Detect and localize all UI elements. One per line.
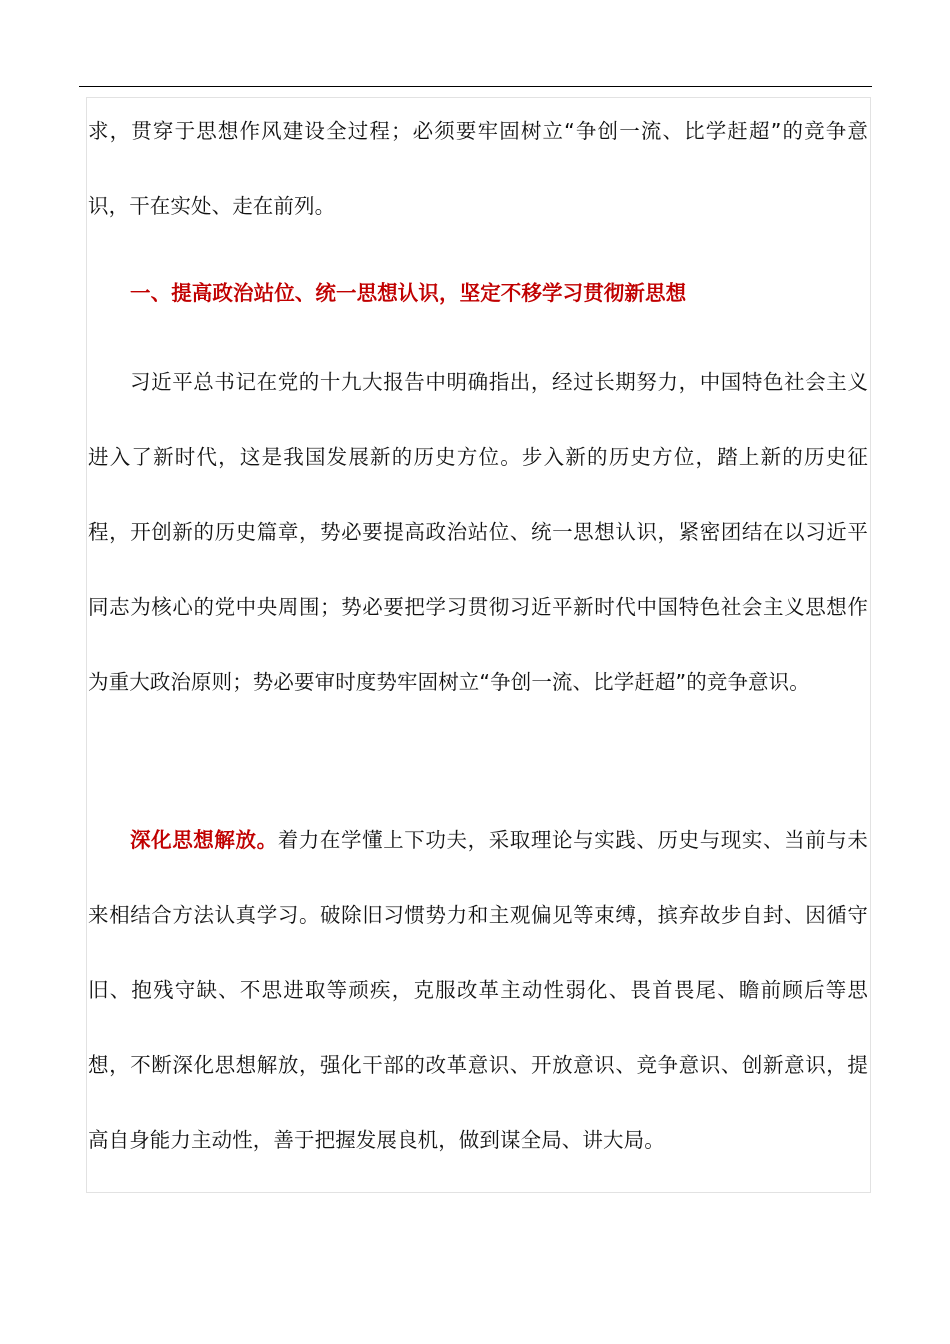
paragraph-continuation: 求，贯穿于思想作风建设全过程；必须要牢固树立“争创一流、比学赶超”的竞争意识，干在实处、走在前列。 [88, 119, 868, 218]
paragraph-1: 习近平总书记在党的十九大报告中明确指出，经过长期努力，中国特色社会主义进入了新时代，这是我国发展新的历史方位。步入新的历史方位，踏上新的历史征程，开创新的历史篇章，势必要提高政治站位、统一思想认识，紧密团结在以习近平同志为核心的党中央周围；势必要把学习贯彻习近平新时代中国特色社会主义思想作为重大政治原则；势必要审时度势牢固树立“争创一流、比学赶超”的竞争意识。 [88, 370, 868, 694]
paragraph-2-body: 着力在学懂上下功夫，采取理论与实践、历史与现实、当前与未来相结合方法认真学习。破除旧习惯势力和主观偏见等束缚，摈弃故步自封、因循守旧、抱残守缺、不思进取等顽疾，克服改革主动性弱化、畏首畏尾、瞻前顾后等思想，不断深化思想解放，强化干部的改革意识、开放意识、竞争意识、创新意识，提高自身能力主动性，善于把握发展良机，做到谋全局、讲大局。 [88, 828, 868, 1152]
paragraph-2-lead: 深化思想解放。 [130, 828, 278, 852]
header-rule [79, 86, 872, 87]
paragraph-2 [88, 803, 868, 1178]
section-heading: 一、提高政治站位、统一思想认识，坚定不移学习贯彻新思想 [130, 281, 687, 305]
